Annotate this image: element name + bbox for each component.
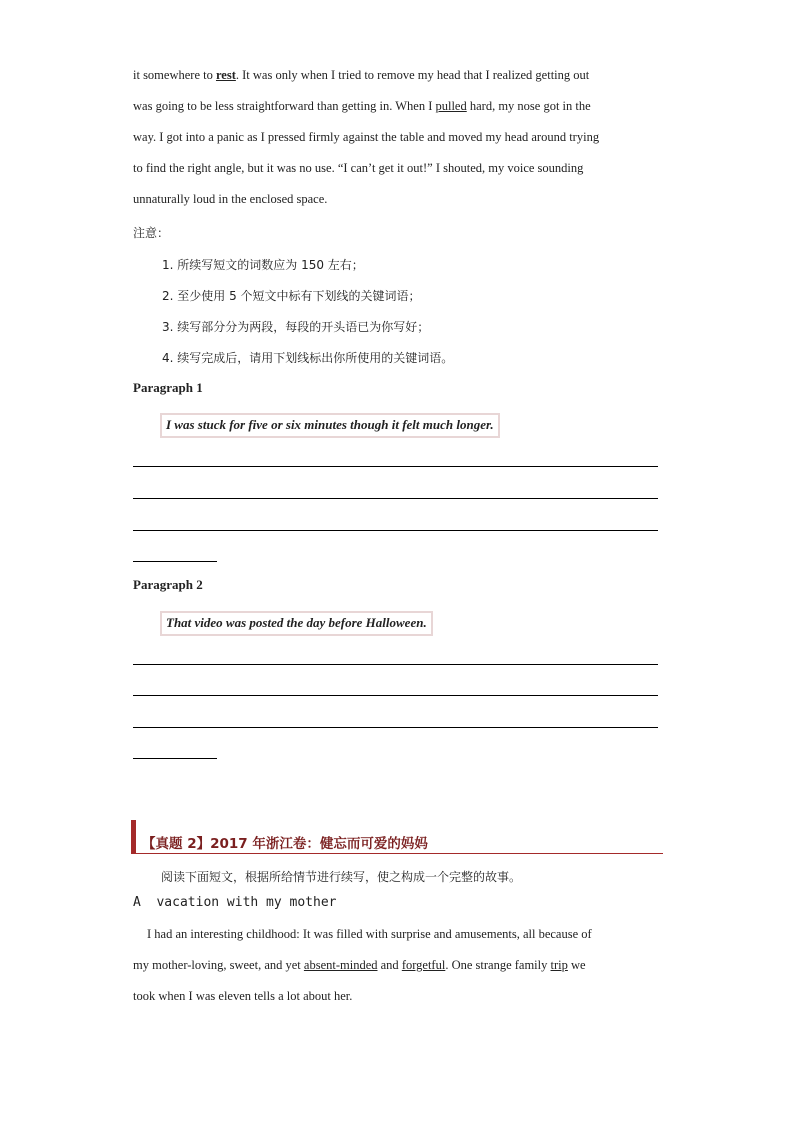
- heading-accent-bar: [131, 820, 136, 854]
- writing-line-end[interactable]: [133, 758, 217, 759]
- writing-line[interactable]: [133, 664, 658, 665]
- story-line-1: I had an interesting childhood: It was filled with surprise and amusements, all because of: [147, 927, 592, 941]
- notes-title: 注意：: [133, 226, 170, 240]
- passage-line-1: it somewhere to rest. It was only when I tried to remove my head that I realized getting out: [133, 68, 590, 82]
- note-item: 3. 续写部分分为两段，每段的开头语已为你写好；: [162, 320, 430, 334]
- note-item: 1. 所续写短文的词数应为 150 左右；: [162, 258, 364, 272]
- writing-line-end[interactable]: [133, 561, 217, 562]
- passage-line-5: unnaturally loud in the enclosed space.: [133, 192, 328, 206]
- keyword-pulled: pulled: [435, 99, 467, 113]
- writing-line[interactable]: [133, 498, 658, 499]
- writing-line[interactable]: [133, 695, 658, 696]
- passage-line-4: to find the right angle, but it was no use. “I can’t get it out!” I shouted, my voice sounding: [133, 161, 584, 175]
- writing-line[interactable]: [133, 466, 658, 467]
- heading-underline: [131, 853, 663, 854]
- passage-line-3: way. I got into a panic as I pressed firmly against the table and moved my head around trying: [133, 130, 600, 144]
- passage-line-2: was going to be less straightforward than getting in. When I pulled hard, my nose got in the: [133, 99, 591, 113]
- story-line-2: my mother-loving, sweet, and yet absent-minded and forgetful. One strange family trip we: [133, 958, 586, 972]
- story-line-3: took when I was eleven tells a lot about her.: [133, 989, 353, 1003]
- paragraph-1-label: Paragraph 1: [133, 380, 203, 395]
- keyword-absent-minded: absent-minded: [303, 958, 378, 972]
- paragraph-2-opening: That video was posted the day before Halloween.: [160, 611, 433, 636]
- paragraph-2-label: Paragraph 2: [133, 577, 203, 592]
- section-2-instruction: 阅读下面短文，根据所给情节进行续写，使之构成一个完整的故事。: [161, 870, 522, 884]
- keyword-rest: rest: [215, 68, 236, 82]
- note-item: 4. 续写完成后，请用下划线标出你所使用的关键词语。: [162, 351, 454, 365]
- keyword-trip: trip: [550, 958, 568, 972]
- keyword-forgetful: forgetful: [401, 958, 446, 972]
- paragraph-1-opening: I was stuck for five or six minutes though it felt much longer.: [160, 413, 500, 438]
- section-2-heading: 【真题 2】2017 年浙江卷：健忘而可爱的妈妈: [142, 836, 428, 852]
- writing-line[interactable]: [133, 530, 658, 531]
- writing-line[interactable]: [133, 727, 658, 728]
- story-title: A vacation with my mother: [133, 895, 337, 910]
- note-item: 2. 至少使用 5 个短文中标有下划线的关键词语；: [162, 289, 421, 303]
